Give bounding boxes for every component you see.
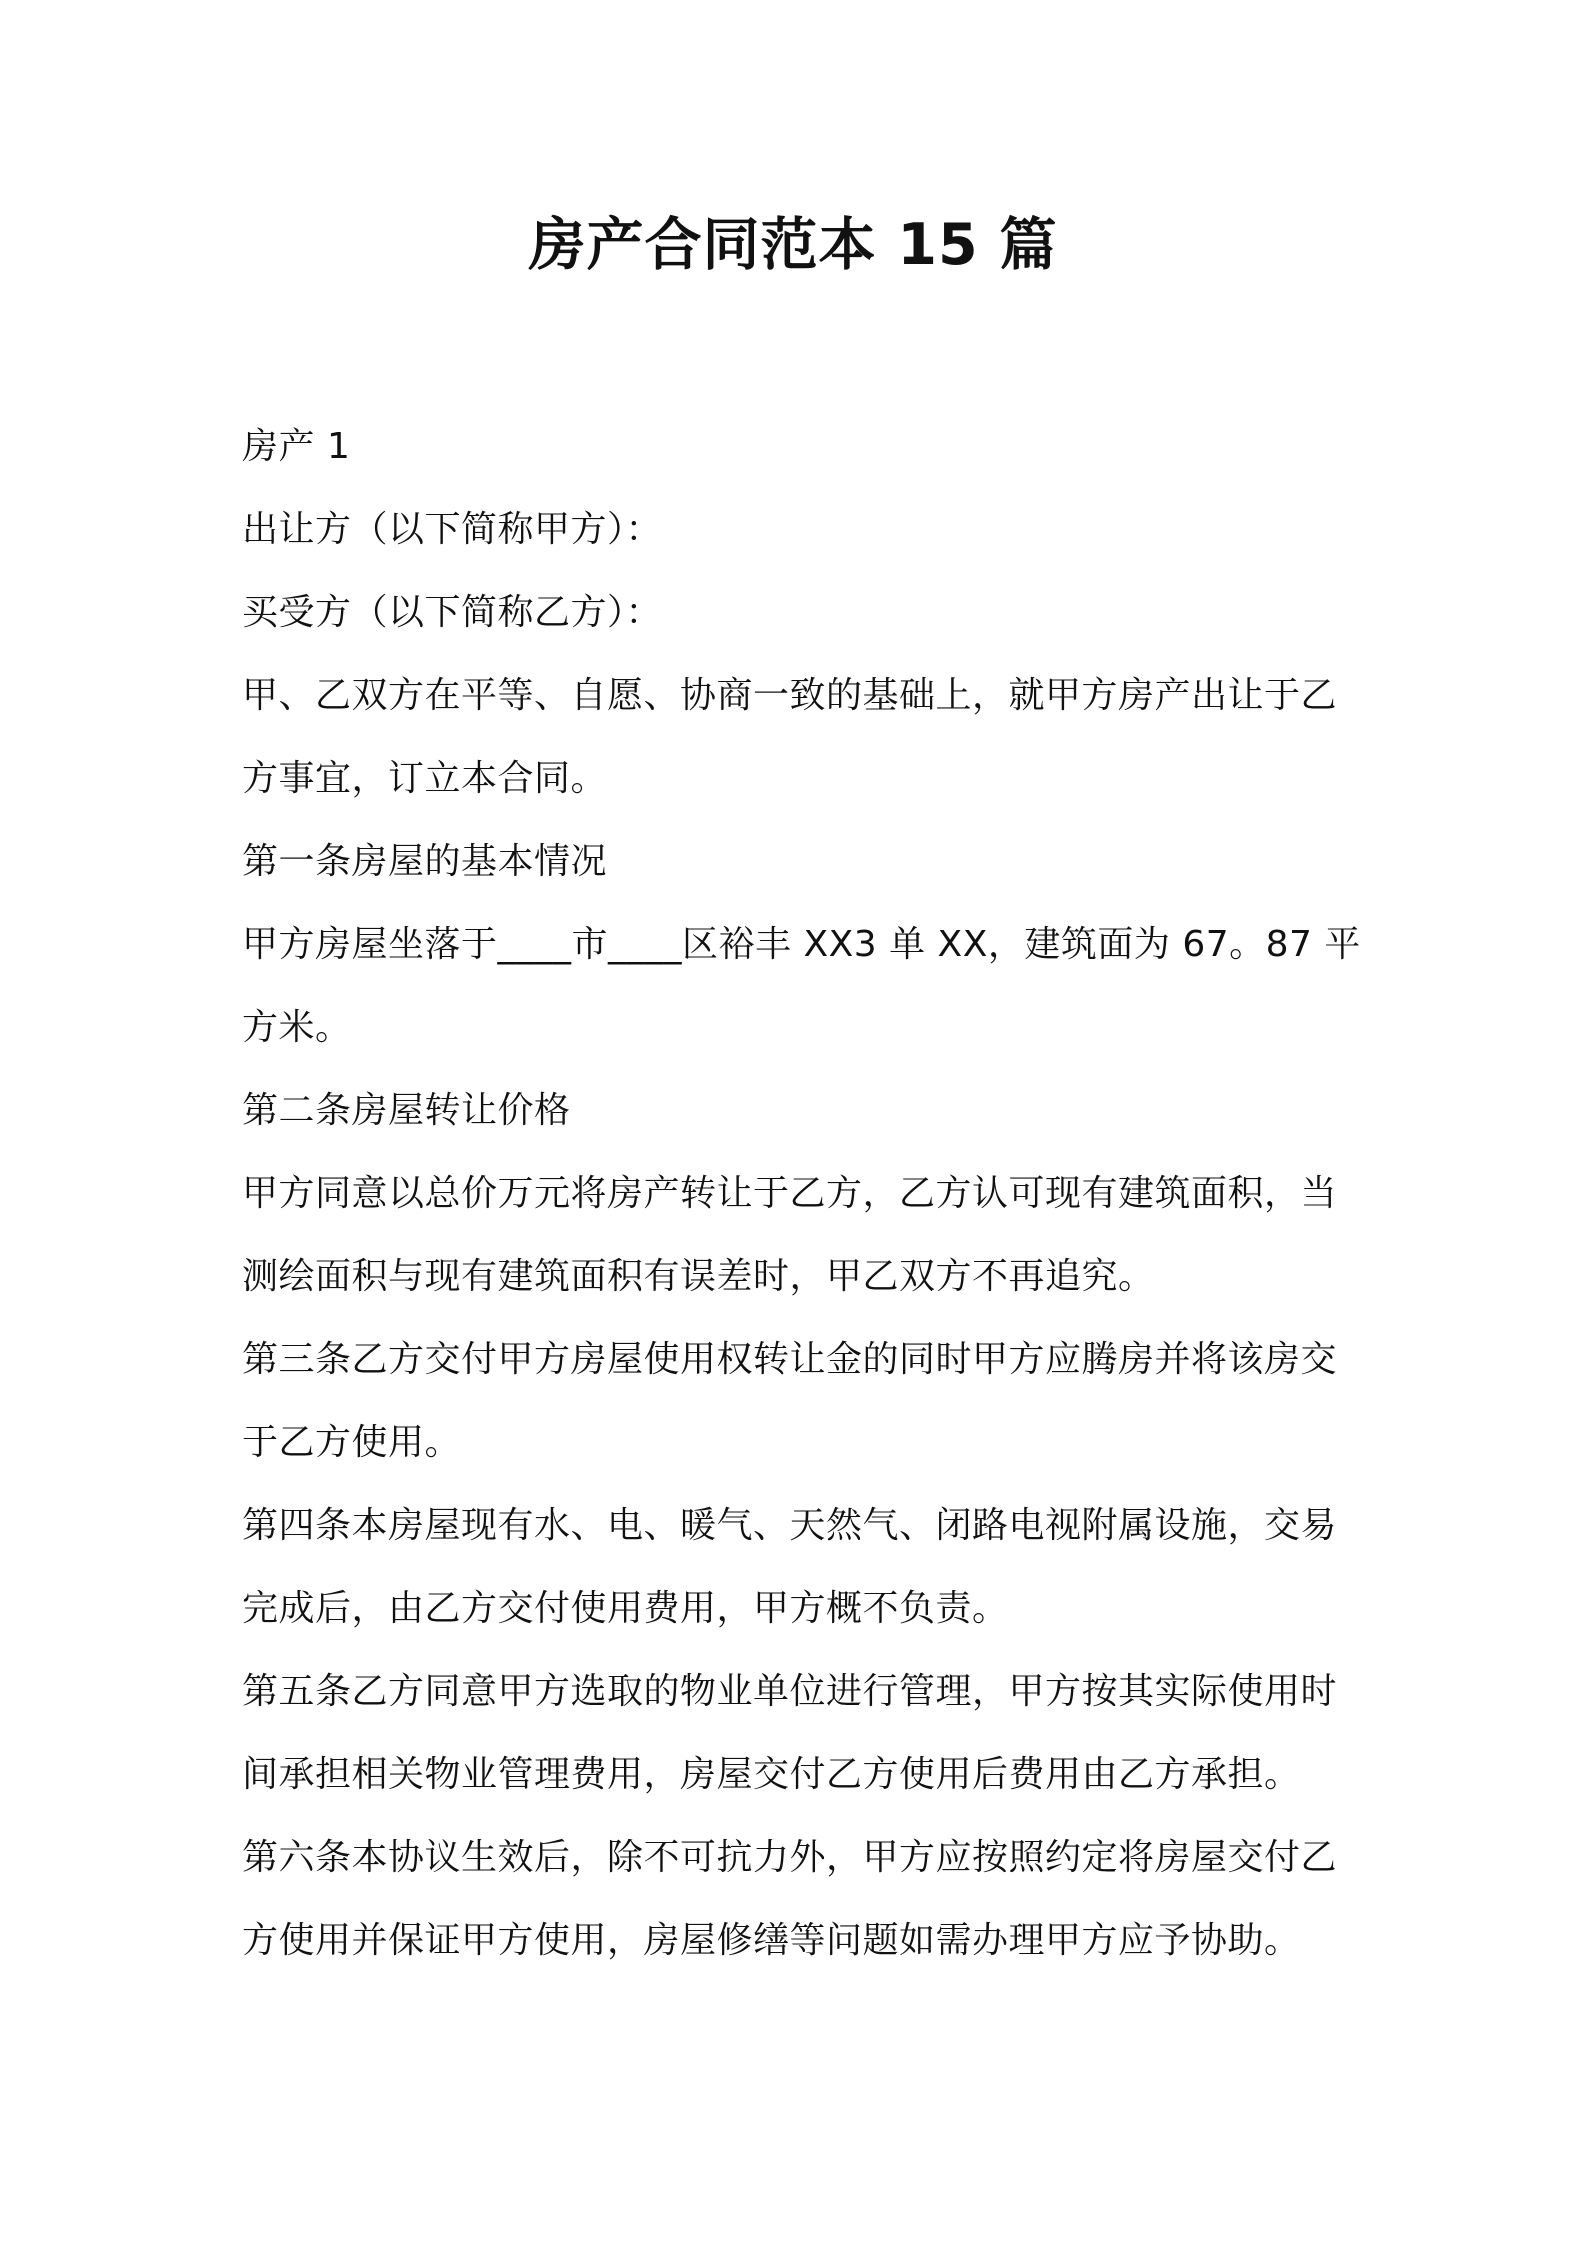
- paragraph-article-2-title: 第二条房屋转让价格: [242, 1090, 571, 1131]
- paragraph-article-2-body: 甲方同意以总价万元将房产转让于乙方，乙方认可现有建筑面积，当测绘面积与现有建筑面积有误差时，甲乙双方不再追究。: [242, 1173, 1338, 1297]
- paragraph-heading-1: 房产 1: [242, 426, 351, 467]
- paragraph-article-3: 第三条乙方交付甲方房屋使用权转让金的同时甲方应腾房并将该房交于乙方使用。: [242, 1339, 1338, 1463]
- paragraph-article-1-title: 第一条房屋的基本情况: [242, 841, 608, 882]
- paragraph-article-6: 第六条本协议生效后，除不可抗力外，甲方应按照约定将房屋交付乙方使用并保证甲方使用，房屋修缮等问题如需办理甲方应予协助。: [242, 1837, 1338, 1961]
- paragraph-seller: 出让方（以下简称甲方）：: [242, 509, 663, 550]
- document-body: [242, 405, 1362, 1982]
- paragraph-buyer: 买受方（以下简称乙方）：: [242, 592, 663, 633]
- paragraph-article-1-body: 甲方房屋坐落于____市____区裕丰 XX3 单 XX，建筑面为 67。87 平方米。: [242, 924, 1361, 1048]
- paragraph-article-5: 第五条乙方同意甲方选取的物业单位进行管理，甲方按其实际使用时间承担相关物业管理费用，房屋交付乙方使用后费用由乙方承担。: [242, 1671, 1338, 1795]
- document-title: 房产合同范本 15 篇: [528, 212, 1058, 278]
- paragraph-intro: 甲、乙双方在平等、自愿、协商一致的基础上，就甲方房产出让于乙方事宜，订立本合同。: [242, 675, 1338, 799]
- paragraph-article-4: 第四条本房屋现有水、电、暖气、天然气、闭路电视附属设施，交易完成后，由乙方交付使用费用，甲方概不负责。: [242, 1505, 1338, 1629]
